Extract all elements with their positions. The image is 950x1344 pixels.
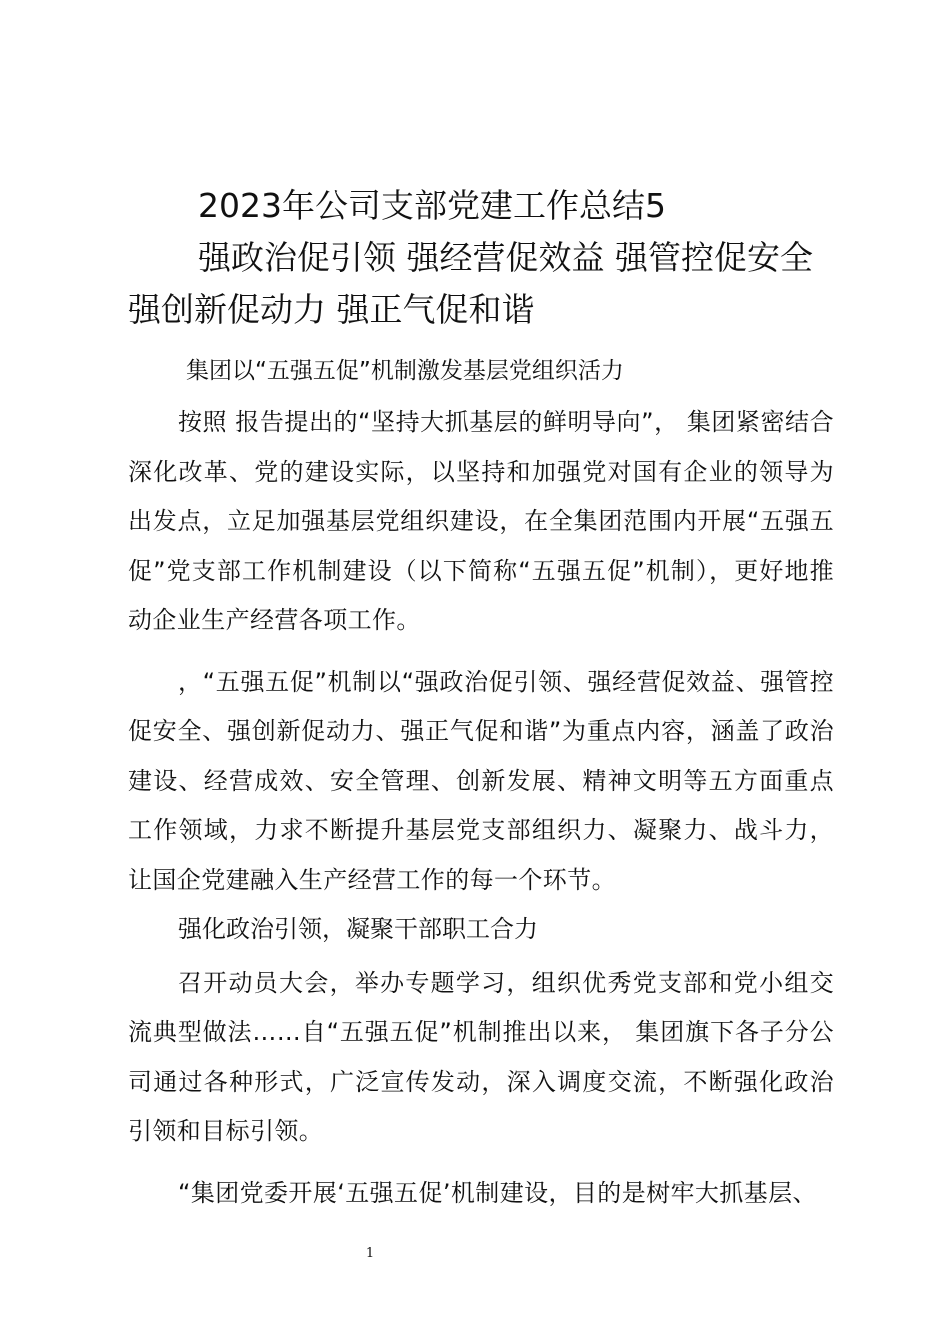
title-line-2: 强政治促引领 强经营促效益 强管控促安全 强创新促动力 强正气促和谐 [128,238,813,329]
section-heading: 强化政治引领，凝聚干部职工合力 [178,915,538,943]
paragraph-2: ，“五强五促”机制以“强政治促引领、强经营促效益、强管控促安全、强创新促动力、强正气促和谐”为重点内容，涵盖了政治建设、经营成效、安全管理、创新发展、精神文明等五方面重点工作领域，力求不断提升基层党支部组织力、凝聚力、战斗力，让国企党建融入生产经营工作的每一个环节。 [128,667,834,894]
paragraph-4: “集团党委开展‘五强五促’机制建设，目的是树牢大抓基层、 [178,1178,817,1207]
document-body [128,180,834,1218]
title-line-1: 2023年公司支部党建工作总结5 [198,186,666,225]
document-title [128,180,834,336]
paragraph-1: 按照 报告提出的“坚持大抓基层的鲜明导向”， 集团紧密结合深化改革、党的建设实际，以坚持和加强党对国有企业的领导为出发点，立足加强基层党组织建设，在全集团范围内开展“五强五促”党支部工作机制建设（以下简称“五强五促”机制），更好地推动企业生产经营各项工作。 [128,408,834,634]
paragraph-3: 召开动员大会，举办专题学习，组织优秀党支部和党小组交流典型做法……自“五强五促”机制推出以来， 集团旗下各子分公司通过各种形式，广泛宣传发动，深入调度交流，不断强化政治引领和目标引领。 [128,968,834,1145]
page-number: 1 [365,1246,375,1261]
document-subtitle: 集团以“五强五促”机制激发基层党组织活力 [186,358,624,384]
